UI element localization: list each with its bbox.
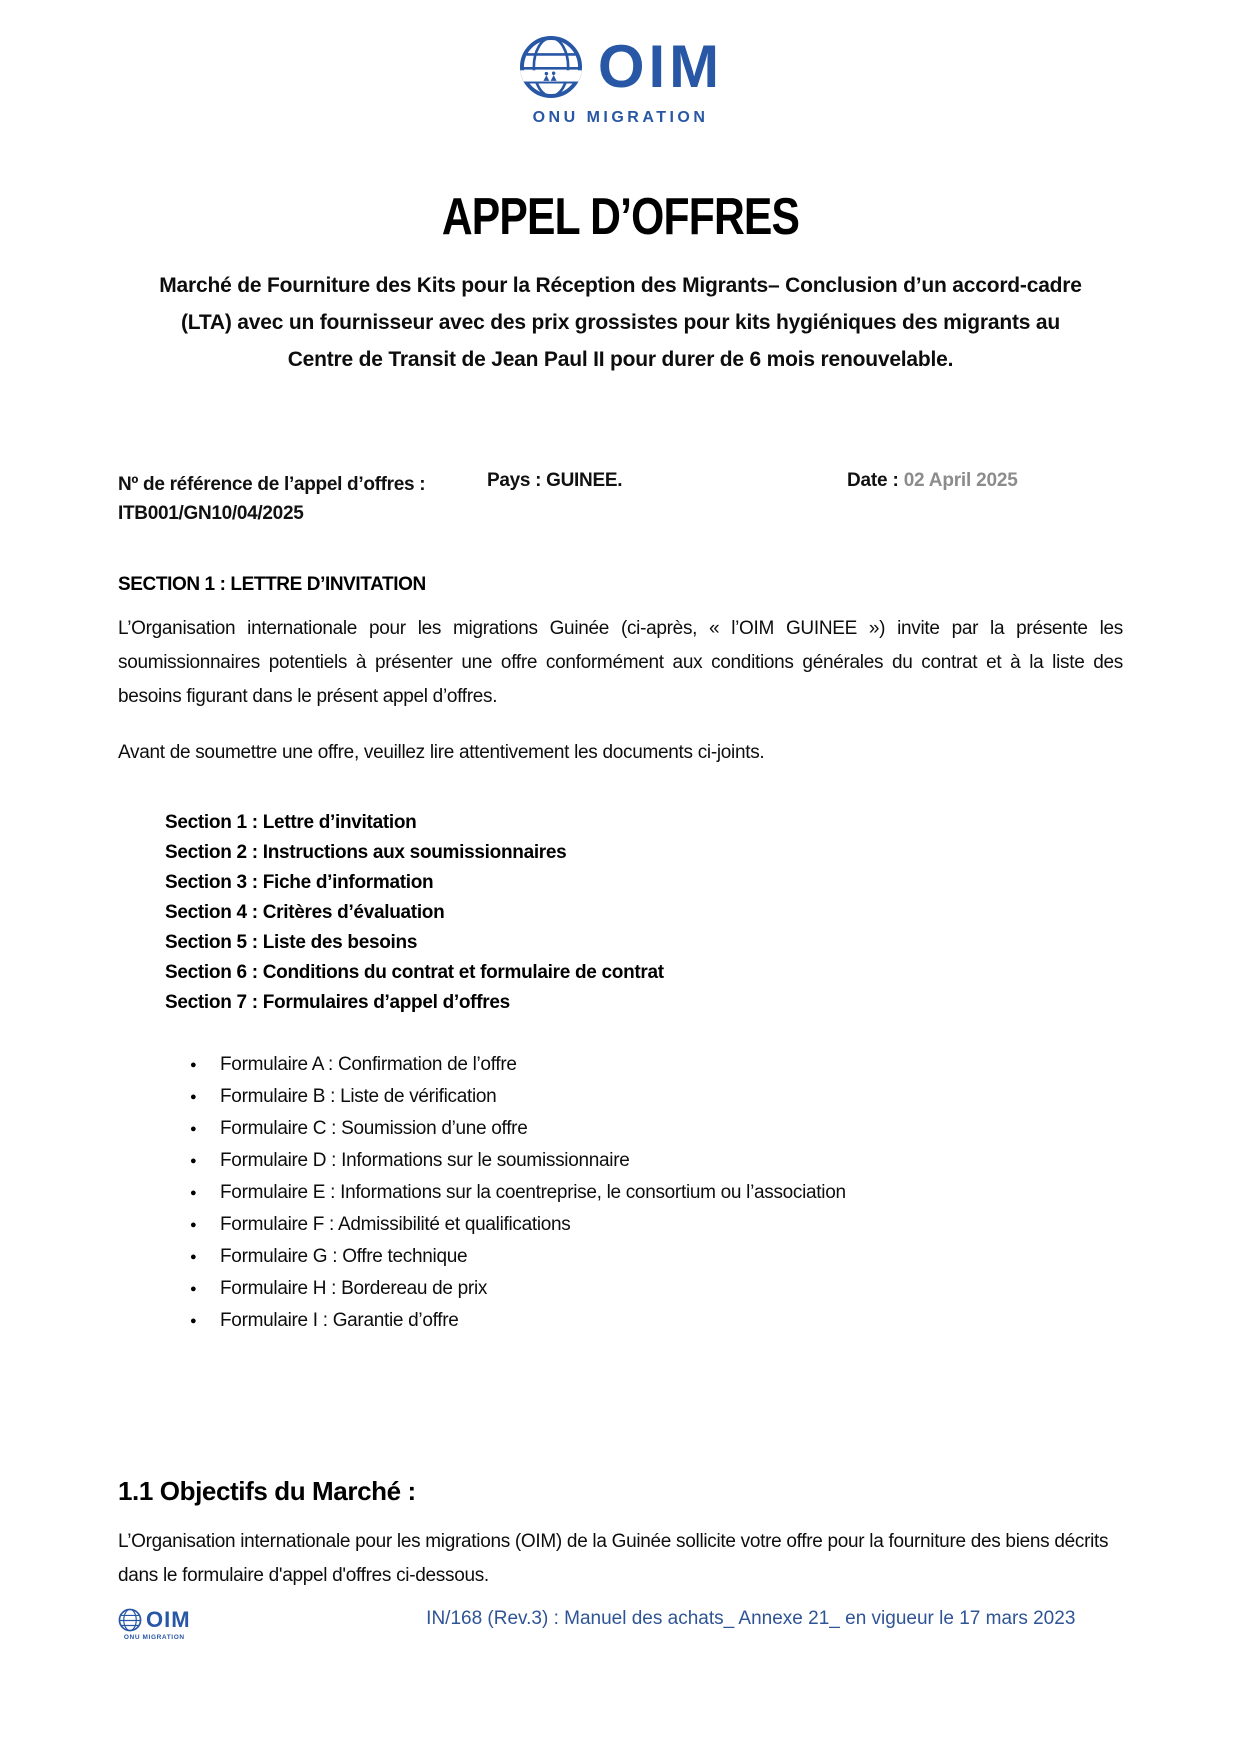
bullet-icon: ● [190,1091,197,1103]
form-list-item-label: Formulaire D : Informations sur le soumissionnaire [220,1150,630,1171]
objectives-paragraph: L’Organisation internationale pour les migrations (OIM) de la Guinée sollicite votre offre pour la fourniture des biens décrits dans le formulaire d'appel d'offres ci-dessous. [118,1531,1109,1586]
section-list-item: Section 4 : Critères d’évaluation [165,902,445,923]
document-subtitle [118,267,1123,378]
reference-value: ITB001/GN10/04/2025 [118,503,304,524]
oim-logo-row [518,34,723,100]
section-list-item: Section 7 : Formulaires d’appel d’offres [165,992,510,1013]
subtitle-line: Centre de Transit de Jean Paul II pour durer de 6 mois renouvelable. [287,348,954,371]
footer-oim-logo-tagline: ONU MIGRATION [123,1634,185,1641]
bullet-icon: ● [190,1187,197,1199]
section-list-item: Section 5 : Liste des besoins [165,932,418,953]
invitation-paragraph: L’Organisation internationale pour les migrations Guinée (ci-après, « l’OIM GUINEE ») invite par la présente les soumissionnaires potentiels à présenter une offre conformément aux conditions générales du contrat et à la liste des besoins figurant dans le présent appel d’offres. [118,618,1123,707]
country-label: Pays : GUINEE. [487,470,623,491]
form-list-item [190,1146,1123,1178]
form-list-item-label: Formulaire H : Bordereau de prix [220,1278,488,1299]
bullet-icon: ● [190,1123,197,1135]
section-list-item: Section 1 : Lettre d’invitation [165,812,417,833]
reference-row [118,470,1123,528]
form-list-item [190,1082,1123,1114]
footer-oim-logo [118,1608,191,1641]
section1-heading: SECTION 1 : LETTRE D’INVITATION [118,574,426,595]
form-list-item-label: Formulaire B : Liste de vérification [220,1086,497,1107]
date-value: 02 April 2025 [903,470,1018,491]
section-list-item: Section 6 : Conditions du contrat et formulaire de contrat [165,962,664,983]
date-field [847,470,1123,492]
section-list-item: Section 3 : Fiche d’information [165,872,434,893]
form-list-item [190,1242,1123,1274]
footer-oim-logo-text: OIM [146,1607,191,1632]
form-list-item-label: Formulaire C : Soumission d’une offre [220,1118,528,1139]
subtitle-line: Marché de Fourniture des Kits pour la Réception des Migrants– Conclusion d’un accord-cadre [159,274,1082,297]
form-list-item-label: Formulaire F : Admissibilité et qualifications [220,1214,571,1235]
reference-label: Nº de référence de l’appel d’offres : [118,474,426,495]
objectives-heading: 1.1 Objectifs du Marché : [118,1476,416,1506]
footer-reference-text: IN/168 (Rev.3) : Manuel des achats_ Annexe 21_ en vigueur le 17 mars 2023 [426,1608,1076,1629]
bullet-icon: ● [190,1251,197,1263]
oim-logo-tagline: ONU MIGRATION [532,109,709,126]
bullet-icon: ● [190,1219,197,1231]
sections-list [165,808,1123,1018]
footer-oim-globe-icon [118,1608,142,1632]
section-list-item: Section 2 : Instructions aux soumissionnaires [165,842,567,863]
date-label: Date : [847,470,899,491]
bullet-icon: ● [190,1315,197,1327]
form-list-item [190,1306,1123,1338]
forms-list [190,1050,1123,1338]
page-footer [118,1608,1141,1641]
form-list-item-label: Formulaire A : Confirmation de l’offre [220,1054,517,1075]
document-title: APPEL D’OFFRES [441,188,800,246]
reference-block [118,470,487,528]
form-list-item [190,1274,1123,1306]
bullet-icon: ● [190,1283,197,1295]
form-list-item [190,1050,1123,1082]
form-list-item [190,1178,1123,1210]
bullet-icon: ● [190,1059,197,1071]
bullet-icon: ● [190,1155,197,1167]
subtitle-line: (LTA) avec un fournisseur avec des prix grossistes pour kits hygiéniques des migrants au [180,311,1061,334]
oim-globe-icon [518,34,584,100]
document-content [118,187,1123,1593]
form-list-item [190,1210,1123,1242]
oim-logo [0,0,1241,127]
form-list-item-label: Formulaire I : Garantie d’offre [220,1310,459,1331]
form-list-item-label: Formulaire E : Informations sur la coentreprise, le consortium ou l’association [220,1182,846,1203]
read-documents-paragraph: Avant de soumettre une offre, veuillez lire attentivement les documents ci-joints. [118,742,765,763]
form-list-item-label: Formulaire G : Offre technique [220,1246,468,1267]
form-list-item [190,1114,1123,1146]
footer-oim-logo-row [118,1608,191,1632]
oim-logo-text: OIM [597,33,724,100]
